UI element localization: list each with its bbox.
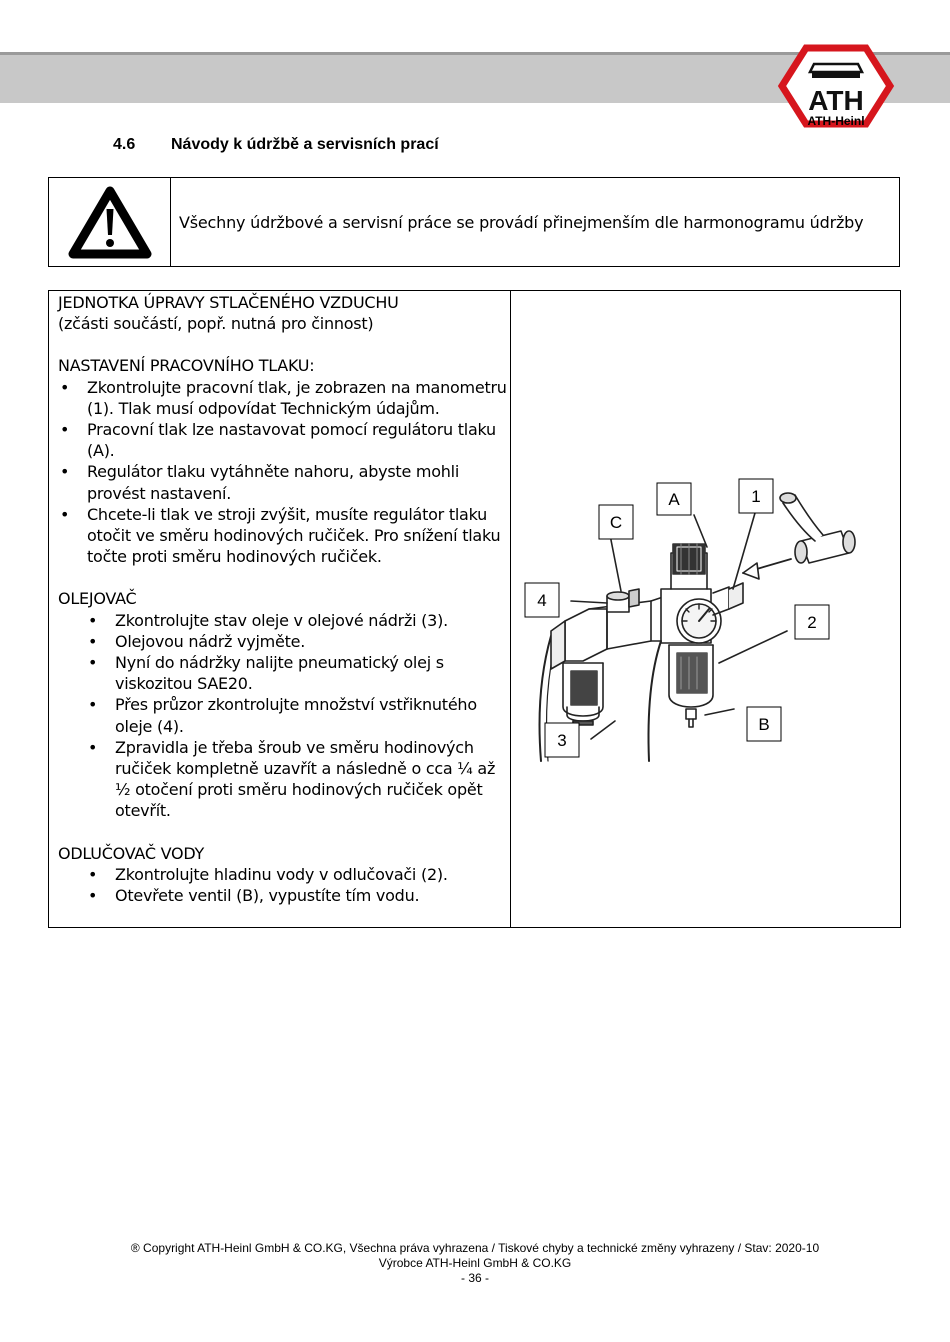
- pressure-title: NASTAVENÍ PRACOVNÍHO TLAKU:: [58, 356, 315, 376]
- diagram-column: [511, 291, 900, 927]
- list-item: • Olejovou nádrž vyjměte.: [58, 631, 510, 652]
- list-item: • Zkontrolujte hladinu vody v odlučovači (2).: [58, 864, 510, 885]
- air-treatment-unit-diagram: [511, 291, 900, 927]
- list-item: • Přes průzor zkontrolujte množství vstřiknutého oleje (4).: [58, 694, 510, 736]
- separator-list: [58, 864, 510, 906]
- section-title: Návody k údržbě a servisních prací: [171, 136, 439, 153]
- footer-copyright: ® Copyright ATH-Heinl GmbH & CO.KG, Všechna práva vyhrazena / Tiskové chyby a technické změny vyhrazeny / Stav: 2020-10: [130, 1241, 820, 1255]
- list-item: • Zpravidla je třeba šroub ve směru hodinových ručiček kompletně uzavřít a následně o cca ¼ až ½ otočení proti směru hodinových ručiček opět otevřít.: [58, 737, 510, 822]
- callout-a: A: [668, 490, 680, 509]
- list-item: • Nyní do nádržky nalijte pneumatický olej s viskozitou SAE20.: [58, 652, 510, 694]
- unit-title: JEDNOTKA ÚPRAVY STLAČENÉHO VZDUCHU: [58, 293, 399, 312]
- warning-icon-cell: [49, 178, 171, 266]
- pressure-list: [58, 377, 510, 568]
- list-item: • Pracovní tlak lze nastavovat pomocí regulátoru tlaku (A).: [58, 419, 510, 461]
- oiler-title: OLEJOVAČ: [58, 589, 137, 609]
- separator-title: ODLUČOVAČ VODY: [58, 843, 205, 863]
- logo-subtitle: ATH-Heinl: [807, 114, 865, 128]
- warning-text: Všechny údržbové a servisní práce se provádí přinejmenším dle harmonogramu údržby: [179, 212, 864, 232]
- callout-4: 4: [537, 591, 547, 610]
- callout-b: B: [758, 715, 770, 734]
- list-item: • Otevřete ventil (B), vypustíte tím vodu.: [58, 885, 510, 906]
- section-number: 4.6: [113, 136, 136, 153]
- list-item: • Zkontrolujte stav oleje v olejové nádrži (3).: [58, 610, 510, 631]
- warning-box: [48, 177, 900, 267]
- maintenance-table: [48, 290, 901, 928]
- warning-triangle-icon: [68, 185, 152, 259]
- callout-2: 2: [807, 613, 817, 632]
- list-item: • Regulátor tlaku vytáhněte nahoru, abyste mohli provést nastavení.: [58, 461, 510, 503]
- unit-subtitle: (zčásti součástí, popř. nutná pro činnost): [58, 314, 374, 334]
- oiler-list: [58, 610, 510, 822]
- page-number: - 36 -: [460, 1271, 489, 1285]
- logo-text: ATH: [808, 85, 864, 116]
- list-item: • Chcete-li tlak ve stroji zvýšit, musíte regulátor tlaku otočit ve směru hodinových ručiček. Pro snížení tlaku točte proti směru hodinových ručiček.: [58, 504, 510, 568]
- section-heading: [113, 136, 439, 154]
- list-item: • Zkontrolujte pracovní tlak, je zobrazen na manometru (1). Tlak musí odpovídat Technickým údajům.: [58, 377, 510, 419]
- callout-1: 1: [751, 487, 761, 506]
- callout-c: C: [609, 513, 623, 532]
- callout-3: 3: [557, 731, 567, 750]
- instructions-column: [49, 291, 511, 927]
- footer-manufacturer: Výrobce ATH-Heinl GmbH & CO.KG: [378, 1256, 572, 1270]
